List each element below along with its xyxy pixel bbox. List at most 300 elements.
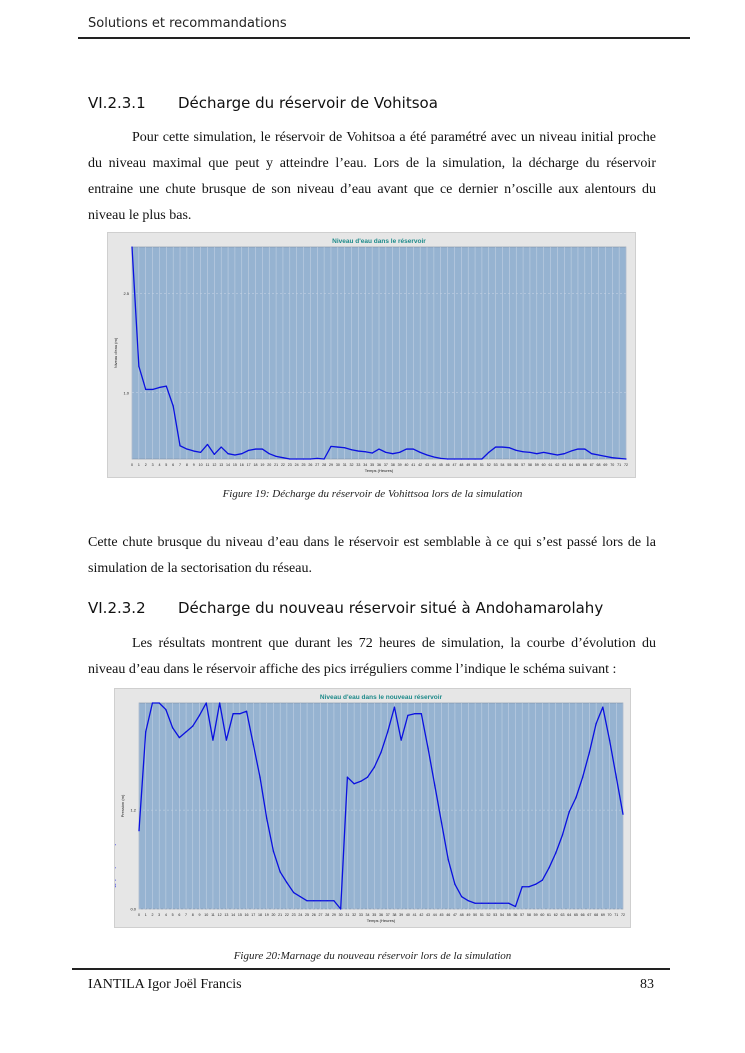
x-tick-label: 17 xyxy=(246,463,251,467)
section-heading-2 xyxy=(88,599,603,617)
x-tick-label: 7 xyxy=(179,463,182,467)
data-point xyxy=(420,452,421,453)
x-tick-label: 68 xyxy=(596,463,601,467)
data-point xyxy=(173,405,174,406)
data-point xyxy=(372,452,373,453)
x-tick-label: 33 xyxy=(356,463,361,467)
data-point xyxy=(427,748,428,749)
data-point xyxy=(508,903,509,904)
x-tick-label: 9 xyxy=(192,463,195,467)
data-point xyxy=(406,448,407,449)
chart-title: Niveau d'eau dans le nouveau réservoir xyxy=(319,694,443,701)
data-point xyxy=(289,458,290,459)
data-point xyxy=(280,871,281,872)
data-point xyxy=(548,867,549,868)
x-tick-label: 52 xyxy=(486,463,491,467)
x-tick-label: 45 xyxy=(438,463,443,467)
data-point xyxy=(200,452,201,453)
section-heading-1 xyxy=(88,94,438,112)
x-tick-label: 29 xyxy=(331,913,336,917)
data-point xyxy=(575,797,576,798)
x-tick-label: 64 xyxy=(567,913,572,917)
data-point xyxy=(354,783,355,784)
x-tick-label: 60 xyxy=(541,463,546,467)
x-tick-label: 65 xyxy=(575,463,580,467)
data-point xyxy=(138,830,139,831)
x-tick-label: 72 xyxy=(624,463,628,467)
x-tick-label: 54 xyxy=(500,463,505,467)
x-tick-label: 71 xyxy=(614,913,619,917)
figure-20-chart xyxy=(114,688,631,928)
data-point xyxy=(226,739,227,740)
x-tick-label: 5 xyxy=(171,913,174,917)
x-tick-label: 34 xyxy=(363,463,368,467)
data-point xyxy=(440,458,441,459)
data-point xyxy=(351,449,352,450)
data-point xyxy=(622,814,623,815)
data-point xyxy=(421,713,422,714)
x-tick-label: 8 xyxy=(185,463,188,467)
data-point xyxy=(358,450,359,451)
data-point xyxy=(414,713,415,714)
data-point xyxy=(165,709,166,710)
data-point xyxy=(529,452,530,453)
x-tick-label: 25 xyxy=(301,463,306,467)
data-point xyxy=(330,446,331,447)
data-point xyxy=(509,447,510,448)
x-tick-label: 19 xyxy=(260,463,265,467)
x-tick-label: 3 xyxy=(151,463,154,467)
data-point xyxy=(555,852,556,853)
footer-author: IANTILA Igor Joël Francis xyxy=(88,977,242,992)
x-tick-label: 18 xyxy=(253,463,258,467)
x-tick-label: 16 xyxy=(239,463,244,467)
data-point xyxy=(286,882,287,883)
data-point xyxy=(387,731,388,732)
y-tick-label: 0.0 xyxy=(130,906,136,912)
data-point xyxy=(115,886,116,887)
x-tick-label: 27 xyxy=(315,463,320,467)
x-tick-label: 42 xyxy=(418,463,423,467)
figure-19-chart xyxy=(107,232,636,478)
data-point xyxy=(522,886,523,887)
x-tick-label: 38 xyxy=(390,463,395,467)
paragraph-2: Cette chute brusque du niveau d’eau dans le réservoir est semblable à ce qui s’est passé lors de la simulation de la sectorisation du réseau. xyxy=(88,535,656,576)
data-point xyxy=(293,892,294,893)
data-point xyxy=(192,725,193,726)
data-point xyxy=(612,457,613,458)
x-tick-label: 70 xyxy=(607,913,612,917)
x-tick-label: 48 xyxy=(459,913,464,917)
x-tick-label: 67 xyxy=(589,463,594,467)
data-point xyxy=(454,458,455,459)
x-tick-label: 32 xyxy=(349,463,354,467)
x-tick-label: 25 xyxy=(305,913,310,917)
x-tick-label: 3 xyxy=(158,913,161,917)
x-tick-label: 71 xyxy=(617,463,622,467)
x-tick-label: 11 xyxy=(205,463,210,467)
x-tick-label: 58 xyxy=(526,913,531,917)
data-point xyxy=(609,739,610,740)
x-tick-label: 49 xyxy=(466,463,471,467)
data-point xyxy=(385,452,386,453)
data-point xyxy=(380,752,381,753)
section-number: VI.2.3.1 xyxy=(88,94,146,112)
data-point xyxy=(577,448,578,449)
data-point xyxy=(378,448,379,449)
data-point xyxy=(536,453,537,454)
x-tick-label: 45 xyxy=(439,913,444,917)
x-tick-label: 31 xyxy=(345,913,350,917)
data-point xyxy=(227,453,228,454)
data-point xyxy=(193,450,194,451)
data-point xyxy=(179,445,180,446)
data-point xyxy=(399,452,400,453)
data-point xyxy=(596,723,597,724)
data-point xyxy=(296,458,297,459)
x-tick-label: 39 xyxy=(397,463,402,467)
data-point xyxy=(253,744,254,745)
x-tick-label: 46 xyxy=(445,463,450,467)
paragraph-1: Pour cette simulation, le réservoir de Vohitsoa a été paramétré avec un niveau initial proche du niveau maximal que peut y atteindre l’eau. Lors de la simulation, la décharge du réservoir entraine une chute brusque de son niveau d’eau avant que ce dernier n’oscille aux alentours du niveau le plus bas. xyxy=(88,130,656,223)
x-tick-label: 48 xyxy=(459,463,464,467)
x-tick-label: 47 xyxy=(452,913,457,917)
data-point xyxy=(502,446,503,447)
data-point xyxy=(246,711,247,712)
x-tick-label: 36 xyxy=(379,913,383,917)
data-point xyxy=(214,454,215,455)
data-point xyxy=(448,859,449,860)
data-point xyxy=(300,896,301,897)
x-tick-label: 53 xyxy=(493,913,498,917)
x-tick-label: 38 xyxy=(392,913,397,917)
data-point xyxy=(528,886,529,887)
data-point xyxy=(275,456,276,457)
x-tick-label: 0 xyxy=(138,913,140,917)
x-tick-label: 50 xyxy=(473,913,478,917)
x-tick-label: 6 xyxy=(178,913,181,917)
x-tick-label: 57 xyxy=(521,463,526,467)
x-tick-label: 20 xyxy=(267,463,272,467)
x-tick-label: 29 xyxy=(328,463,333,467)
data-point xyxy=(374,767,375,768)
y-tick-label: 1.0 xyxy=(123,390,129,396)
data-point xyxy=(320,900,321,901)
x-tick-label: 33 xyxy=(358,913,363,917)
section-number: VI.2.3.2 xyxy=(88,599,146,617)
x-tick-label: 24 xyxy=(298,913,303,917)
data-point xyxy=(166,386,167,387)
x-tick-label: 30 xyxy=(338,913,343,917)
data-point xyxy=(557,454,558,455)
x-tick-label: 30 xyxy=(335,463,340,467)
data-point xyxy=(413,448,414,449)
x-tick-label: 68 xyxy=(594,913,599,917)
data-point xyxy=(619,458,620,459)
data-point xyxy=(461,896,462,897)
x-tick-label: 2 xyxy=(151,913,154,917)
running-header: Solutions et recommandations xyxy=(88,16,287,31)
x-tick-label: 59 xyxy=(534,463,539,467)
data-point xyxy=(248,450,249,451)
x-tick-label: 19 xyxy=(264,913,269,917)
x-tick-label: 35 xyxy=(372,913,377,917)
data-point xyxy=(605,456,606,457)
data-point xyxy=(303,458,304,459)
x-tick-label: 11 xyxy=(211,913,215,917)
x-tick-label: 58 xyxy=(527,463,532,467)
x-tick-label: 60 xyxy=(540,913,545,917)
x-tick-label: 62 xyxy=(553,913,558,917)
x-tick-label: 43 xyxy=(426,913,431,917)
x-tick-label: 10 xyxy=(198,463,203,467)
x-tick-label: 37 xyxy=(385,913,390,917)
data-point xyxy=(461,458,462,459)
data-point xyxy=(616,777,617,778)
data-point xyxy=(317,458,318,459)
data-point xyxy=(495,446,496,447)
data-point xyxy=(152,702,153,703)
data-point xyxy=(131,246,132,247)
x-tick-label: 8 xyxy=(191,913,194,917)
x-tick-label: 26 xyxy=(311,913,316,917)
x-tick-label: 15 xyxy=(232,463,237,467)
y-axis-label: Niveau d'eau (m) xyxy=(113,337,118,369)
x-tick-label: 62 xyxy=(555,463,560,467)
data-point xyxy=(522,451,523,452)
data-point xyxy=(159,387,160,388)
x-tick-label: 7 xyxy=(185,913,188,917)
x-tick-label: 28 xyxy=(325,913,330,917)
data-point xyxy=(185,731,186,732)
data-point xyxy=(255,448,256,449)
x-tick-label: 52 xyxy=(486,913,491,917)
data-point xyxy=(340,908,341,909)
x-tick-label: 51 xyxy=(479,913,484,917)
data-point xyxy=(239,713,240,714)
x-tick-label: 28 xyxy=(322,463,327,467)
data-point xyxy=(324,458,325,459)
x-tick-label: 13 xyxy=(224,913,229,917)
data-point xyxy=(441,822,442,823)
x-tick-label: 4 xyxy=(158,463,161,467)
data-point xyxy=(266,818,267,819)
x-tick-label: 17 xyxy=(251,913,256,917)
page-number: 83 xyxy=(640,977,654,992)
y-tick-label: 2.5 xyxy=(123,290,129,296)
x-tick-label: 69 xyxy=(600,913,605,917)
x-tick-label: 0 xyxy=(131,463,133,467)
data-point xyxy=(145,731,146,732)
x-tick-label: 5 xyxy=(165,463,168,467)
x-tick-label: 22 xyxy=(280,463,285,467)
data-point xyxy=(392,453,393,454)
data-point xyxy=(454,884,455,885)
data-point xyxy=(447,458,448,459)
x-tick-label: 41 xyxy=(411,463,416,467)
chart-title: Niveau d'eau dans le réservoir xyxy=(332,238,426,245)
data-point xyxy=(602,707,603,708)
x-tick-label: 46 xyxy=(446,913,451,917)
header-rule xyxy=(78,37,690,39)
data-point xyxy=(337,446,338,447)
x-tick-label: 23 xyxy=(291,913,296,917)
x-tick-label: 20 xyxy=(271,913,276,917)
x-tick-label: 63 xyxy=(560,913,565,917)
data-point xyxy=(474,458,475,459)
x-tick-label: 14 xyxy=(231,913,236,917)
x-tick-label: 66 xyxy=(580,913,585,917)
data-point xyxy=(562,834,563,835)
data-point xyxy=(589,752,590,753)
data-point xyxy=(433,456,434,457)
data-point xyxy=(115,880,116,881)
data-point xyxy=(584,448,585,449)
data-point xyxy=(475,903,476,904)
data-point xyxy=(115,867,116,868)
data-point xyxy=(571,450,572,451)
data-point xyxy=(262,448,263,449)
data-point xyxy=(234,454,235,455)
data-point xyxy=(159,702,160,703)
data-point xyxy=(434,785,435,786)
x-tick-label: 10 xyxy=(204,913,209,917)
data-point xyxy=(282,457,283,458)
x-tick-label: 42 xyxy=(419,913,424,917)
data-point xyxy=(468,900,469,901)
x-tick-label: 40 xyxy=(404,463,409,467)
x-tick-label: 56 xyxy=(514,463,519,467)
data-point xyxy=(481,903,482,904)
x-tick-label: 37 xyxy=(383,463,388,467)
x-axis-label: Temps (Heures) xyxy=(366,918,396,923)
x-tick-label: 18 xyxy=(258,913,262,917)
data-point xyxy=(347,777,348,778)
data-point xyxy=(233,713,234,714)
x-tick-label: 13 xyxy=(219,463,224,467)
x-tick-label: 9 xyxy=(198,913,201,917)
data-point xyxy=(310,458,311,459)
data-point xyxy=(138,366,139,367)
x-tick-label: 61 xyxy=(548,463,553,467)
data-point xyxy=(207,444,208,445)
data-point xyxy=(186,448,187,449)
data-point xyxy=(219,702,220,703)
data-point xyxy=(495,903,496,904)
x-tick-label: 69 xyxy=(603,463,608,467)
data-point xyxy=(306,900,307,901)
data-point xyxy=(543,452,544,453)
data-point xyxy=(327,900,328,901)
x-tick-label: 63 xyxy=(562,463,567,467)
x-tick-label: 65 xyxy=(573,913,578,917)
data-point xyxy=(488,903,489,904)
x-tick-label: 1 xyxy=(144,913,147,917)
x-tick-label: 72 xyxy=(621,913,625,917)
data-point xyxy=(535,884,536,885)
data-point xyxy=(407,715,408,716)
data-point xyxy=(206,702,207,703)
chart-svg xyxy=(115,689,630,927)
data-point xyxy=(172,727,173,728)
data-point xyxy=(259,777,260,778)
data-point xyxy=(179,737,180,738)
data-point xyxy=(481,458,482,459)
x-tick-label: 26 xyxy=(308,463,313,467)
x-tick-label: 47 xyxy=(452,463,457,467)
data-point xyxy=(564,453,565,454)
x-tick-label: 22 xyxy=(284,913,289,917)
x-tick-label: 56 xyxy=(513,913,518,917)
x-tick-label: 36 xyxy=(377,463,381,467)
data-point xyxy=(542,880,543,881)
data-point xyxy=(516,450,517,451)
data-point xyxy=(221,446,222,447)
x-tick-label: 35 xyxy=(370,463,375,467)
x-tick-label: 23 xyxy=(287,463,292,467)
x-tick-label: 40 xyxy=(405,913,410,917)
x-tick-label: 12 xyxy=(217,913,222,917)
data-point xyxy=(199,715,200,716)
data-point xyxy=(501,903,502,904)
data-point xyxy=(152,389,153,390)
x-tick-label: 14 xyxy=(226,463,231,467)
data-point xyxy=(212,739,213,740)
x-tick-label: 24 xyxy=(294,463,299,467)
section-title: Décharge du réservoir de Vohitsoa xyxy=(178,94,438,112)
x-tick-label: 67 xyxy=(587,913,592,917)
data-point xyxy=(367,777,368,778)
data-point xyxy=(360,781,361,782)
data-point xyxy=(333,900,334,901)
x-tick-label: 61 xyxy=(547,913,552,917)
x-axis-label: Temps (Heures) xyxy=(364,468,394,473)
x-tick-label: 2 xyxy=(144,463,147,467)
data-point xyxy=(313,900,314,901)
data-point xyxy=(115,844,116,845)
x-tick-label: 31 xyxy=(342,463,347,467)
x-tick-label: 12 xyxy=(212,463,217,467)
data-point xyxy=(569,811,570,812)
data-point xyxy=(591,453,592,454)
y-axis-label: Pression (m) xyxy=(120,794,125,818)
x-tick-label: 44 xyxy=(431,463,436,467)
data-point xyxy=(273,851,274,852)
data-point xyxy=(488,452,489,453)
data-point xyxy=(269,453,270,454)
x-tick-label: 27 xyxy=(318,913,323,917)
x-tick-label: 51 xyxy=(479,463,484,467)
x-tick-label: 44 xyxy=(432,913,437,917)
data-point xyxy=(582,777,583,778)
x-tick-label: 66 xyxy=(582,463,587,467)
x-tick-label: 32 xyxy=(352,913,357,917)
x-tick-label: 34 xyxy=(365,913,370,917)
x-tick-label: 1 xyxy=(137,463,140,467)
y-tick-label: 1.2 xyxy=(130,807,136,813)
data-point xyxy=(241,453,242,454)
data-point xyxy=(625,458,626,459)
x-tick-label: 21 xyxy=(278,913,283,917)
data-point xyxy=(115,884,116,885)
x-tick-label: 49 xyxy=(466,913,471,917)
x-tick-label: 4 xyxy=(164,913,167,917)
x-tick-label: 57 xyxy=(520,913,525,917)
figure-19-caption: Figure 19: Décharge du réservoir de Vohittsoa lors de la simulation xyxy=(222,488,523,500)
x-tick-label: 55 xyxy=(507,463,512,467)
x-tick-label: 70 xyxy=(610,463,615,467)
x-tick-label: 39 xyxy=(399,913,404,917)
